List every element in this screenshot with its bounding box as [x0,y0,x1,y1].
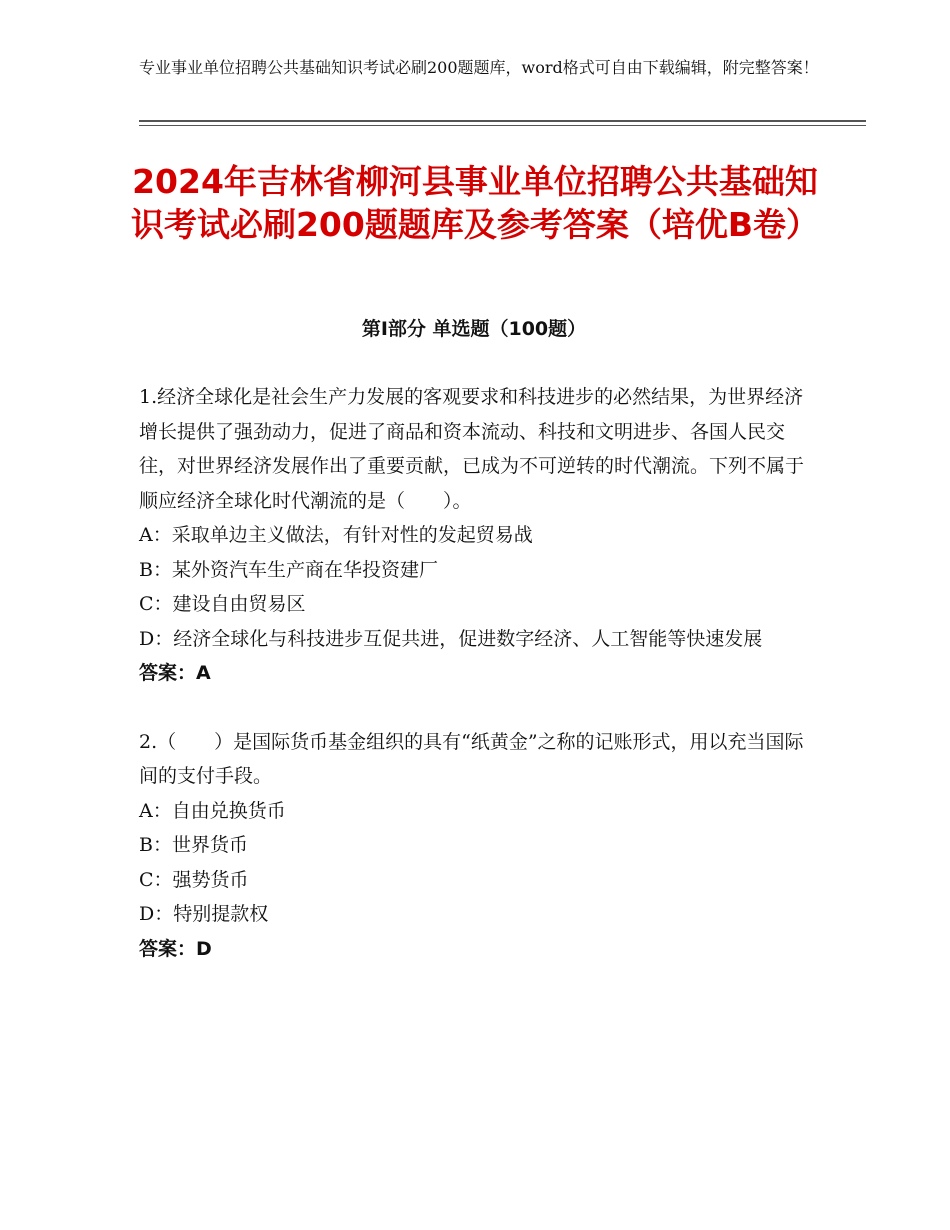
option-c: C：建设自由贸易区 [139,593,306,615]
question-1 [139,380,811,691]
answer-line: 答案：A [139,662,211,684]
question-stem: 2.（ ）是国际货币基金组织的具有“纸黄金”之称的记账形式，用以充当国际间的支付手段。 [139,730,804,787]
question-spacer [139,691,811,725]
answer-line: 答案：D [139,937,212,960]
option-b: B：某外资汽车生产商在华投资建厂 [139,558,438,581]
section-heading: 第Ⅰ部分 单选题（100题） [361,318,587,340]
option-b: B：世界货币 [139,834,248,856]
option-c: C：强势货币 [139,868,249,891]
option-a: A：采取单边主义做法，有针对性的发起贸易战 [139,524,533,546]
header-divider-thick [139,120,866,122]
question-list [139,380,811,966]
question-2 [139,725,811,967]
option-d: D：经济全球化与科技进步互促共进，促进数字经济、人工智能等快速发展 [139,627,763,650]
document-title: 2024年吉林省柳河县事业单位招聘公共基础知识考试必刷200题题库及参考答案（培优B卷） [130,162,820,244]
page-header-note: 专业事业单位招聘公共基础知识考试必刷200题题库，word格式可自由下载编辑，附完整答案！ [139,58,819,77]
option-a: A：自由兑换货币 [139,799,286,822]
option-d: D：特别提款权 [139,903,269,925]
question-stem: 1.经济全球化是社会生产力发展的客观要求和科技进步的必然结果，为世界经济增长提供了强劲动力，促进了商品和资本流动、科技和文明进步、各国人民交往，对世界经济发展作出了重要贡献，已成为不可逆转的时代潮流。下列不属于顺应经济全球化时代潮流的是（ ）。 [139,386,805,512]
header-divider-thin [139,125,866,126]
